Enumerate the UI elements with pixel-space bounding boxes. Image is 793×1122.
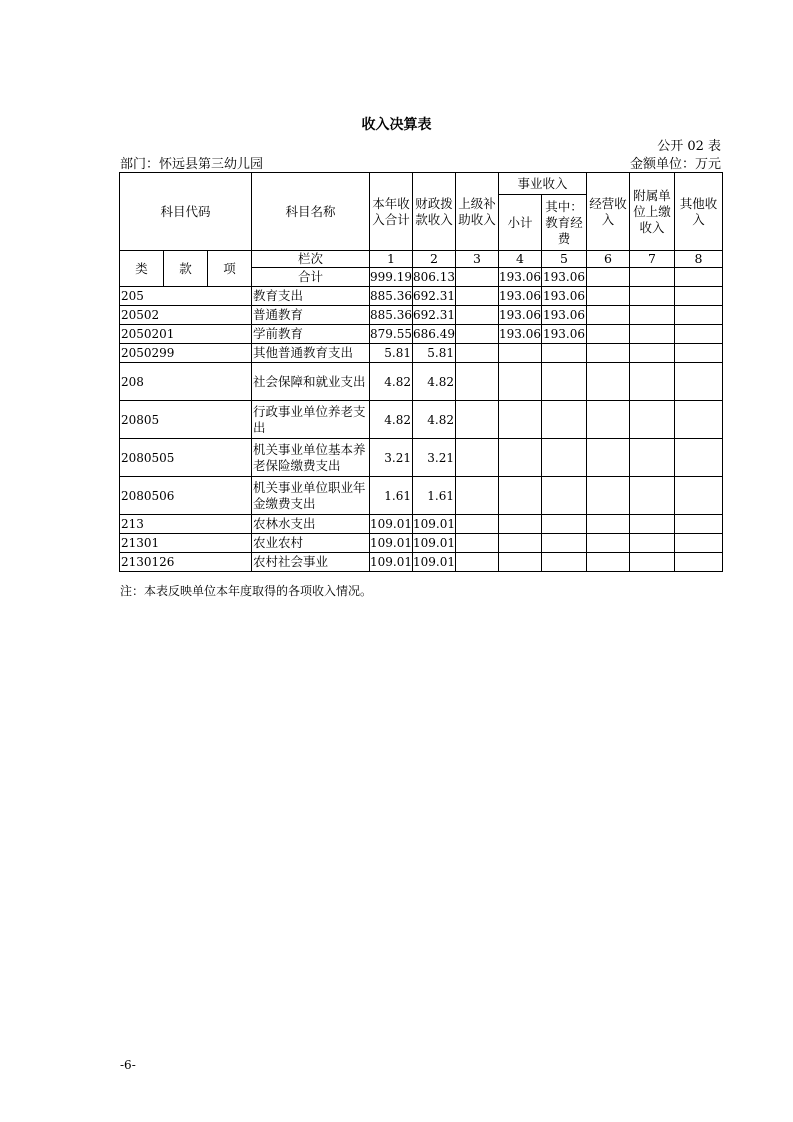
amount-cell: [542, 553, 587, 572]
amount-unit-label: 金额单位：万元: [629, 157, 721, 172]
amount-cell: [630, 534, 675, 553]
subject-code: 2050299: [120, 344, 252, 363]
table-row: [120, 439, 723, 477]
amount-cell: [542, 401, 587, 439]
col-number: 2: [413, 251, 456, 268]
subject-name: 其他普通教育支出: [252, 344, 370, 363]
amount-cell: [456, 287, 499, 306]
total-label: 合计: [252, 268, 370, 287]
header-subject-code: 科目代码: [120, 173, 252, 251]
amount-cell: [587, 344, 630, 363]
amount-cell: 879.55: [370, 325, 413, 344]
amount-cell: 686.49: [413, 325, 456, 344]
subject-code: 20502: [120, 306, 252, 325]
header-business-income: 事业收入: [499, 173, 587, 195]
amount-cell: [499, 477, 542, 515]
amount-cell: [630, 325, 675, 344]
amount-cell: 4.82: [370, 363, 413, 401]
amount-cell: 193.06: [499, 287, 542, 306]
amount-cell: [542, 363, 587, 401]
amount-cell: [587, 306, 630, 325]
table-row: [120, 515, 723, 534]
total-value: 193.06: [499, 268, 542, 287]
amount-cell: [456, 534, 499, 553]
subject-name: 农业农村: [252, 534, 370, 553]
amount-cell: [499, 344, 542, 363]
table-code: 公开 02 表: [657, 139, 721, 154]
subject-code: 208: [120, 363, 252, 401]
header-operating-income: 经营收入: [587, 173, 630, 251]
amount-cell: [542, 534, 587, 553]
header-affiliated-income: 附属单位上缴收入: [630, 173, 675, 251]
amount-cell: 193.06: [499, 325, 542, 344]
amount-cell: [456, 363, 499, 401]
col-number: 1: [370, 251, 413, 268]
amount-cell: [587, 534, 630, 553]
total-value: 193.06: [542, 268, 587, 287]
amount-cell: 109.01: [370, 515, 413, 534]
amount-cell: [675, 439, 723, 477]
subject-name: 学前教育: [252, 325, 370, 344]
amount-cell: [499, 534, 542, 553]
col-number: 8: [675, 251, 723, 268]
amount-cell: [587, 363, 630, 401]
subject-name: 普通教育: [252, 306, 370, 325]
header-fiscal-allocation: 财政拨款收入: [413, 173, 456, 251]
amount-cell: [587, 287, 630, 306]
amount-cell: [542, 344, 587, 363]
amount-cell: [456, 401, 499, 439]
amount-cell: [630, 306, 675, 325]
amount-cell: [675, 515, 723, 534]
table-row: [120, 344, 723, 363]
amount-cell: [499, 439, 542, 477]
subject-name: 农林水支出: [252, 515, 370, 534]
amount-cell: 193.06: [542, 287, 587, 306]
header-class: 类: [120, 251, 164, 287]
page-title: 收入决算表: [361, 117, 432, 133]
subject-name: 教育支出: [252, 287, 370, 306]
col-number: 7: [630, 251, 675, 268]
amount-cell: [630, 401, 675, 439]
amount-cell: 4.82: [413, 401, 456, 439]
col-number: 5: [542, 251, 587, 268]
header-education-fee: 其中：教育经费: [542, 195, 587, 251]
amount-cell: [675, 363, 723, 401]
amount-cell: [499, 553, 542, 572]
subject-code: 2080506: [120, 477, 252, 515]
header-column-no: 栏次: [252, 251, 370, 268]
amount-cell: [630, 363, 675, 401]
department-label: 部门：怀远县第三幼儿园: [120, 157, 264, 172]
header-superior-subsidy: 上级补助收入: [456, 173, 499, 251]
amount-cell: [499, 515, 542, 534]
amount-cell: 3.21: [413, 439, 456, 477]
amount-cell: [675, 401, 723, 439]
amount-cell: 1.61: [413, 477, 456, 515]
subject-code: 2050201: [120, 325, 252, 344]
amount-cell: [630, 477, 675, 515]
amount-cell: [587, 439, 630, 477]
amount-cell: [630, 553, 675, 572]
amount-cell: 5.81: [370, 344, 413, 363]
amount-cell: 109.01: [370, 553, 413, 572]
amount-cell: 109.01: [413, 553, 456, 572]
amount-cell: [456, 439, 499, 477]
amount-cell: [587, 515, 630, 534]
amount-cell: [630, 344, 675, 363]
col-number: 3: [456, 251, 499, 268]
amount-cell: [675, 325, 723, 344]
table-row: [120, 287, 723, 306]
amount-cell: [456, 306, 499, 325]
amount-cell: [456, 515, 499, 534]
table-row: [120, 325, 723, 344]
amount-cell: 193.06: [542, 306, 587, 325]
amount-cell: 109.01: [413, 515, 456, 534]
amount-cell: [456, 325, 499, 344]
amount-cell: 193.06: [499, 306, 542, 325]
amount-cell: [587, 477, 630, 515]
subject-code: 205: [120, 287, 252, 306]
amount-cell: [542, 477, 587, 515]
amount-cell: [675, 477, 723, 515]
amount-cell: 109.01: [413, 534, 456, 553]
amount-cell: [456, 344, 499, 363]
amount-cell: 4.82: [370, 401, 413, 439]
amount-cell: [587, 325, 630, 344]
header-subtotal: 小计: [499, 195, 542, 251]
amount-cell: [675, 534, 723, 553]
total-value: [675, 268, 723, 287]
table-row: [120, 534, 723, 553]
amount-cell: [675, 287, 723, 306]
total-value: 999.19: [370, 268, 413, 287]
amount-cell: [499, 363, 542, 401]
amount-cell: 3.21: [370, 439, 413, 477]
total-value: [630, 268, 675, 287]
table-row: [120, 363, 723, 401]
page-number: -6-: [120, 1058, 136, 1072]
amount-cell: [630, 439, 675, 477]
amount-cell: 692.31: [413, 287, 456, 306]
subject-name: 农村社会事业: [252, 553, 370, 572]
footnote: 注：本表反映单位本年度取得的各项收入情况。: [120, 584, 373, 598]
amount-cell: [456, 553, 499, 572]
amount-cell: 109.01: [370, 534, 413, 553]
income-table: [119, 172, 723, 572]
amount-cell: [630, 515, 675, 534]
subject-name: 机关事业单位职业年金缴费支出: [252, 477, 370, 515]
amount-cell: 193.06: [542, 325, 587, 344]
header-section: 款: [164, 251, 208, 287]
amount-cell: [587, 553, 630, 572]
amount-cell: 885.36: [370, 287, 413, 306]
subject-code: 21301: [120, 534, 252, 553]
total-value: [587, 268, 630, 287]
amount-cell: [675, 344, 723, 363]
amount-cell: [630, 287, 675, 306]
header-item: 项: [208, 251, 252, 287]
amount-cell: 4.82: [413, 363, 456, 401]
amount-cell: [499, 401, 542, 439]
header-other-income: 其他收入: [675, 173, 723, 251]
amount-cell: 5.81: [413, 344, 456, 363]
col-number: 6: [587, 251, 630, 268]
subject-code: 213: [120, 515, 252, 534]
header-subject-name: 科目名称: [252, 173, 370, 251]
amount-cell: 1.61: [370, 477, 413, 515]
subject-code: 2130126: [120, 553, 252, 572]
table-row: [120, 553, 723, 572]
subject-name: 社会保障和就业支出: [252, 363, 370, 401]
amount-cell: [542, 439, 587, 477]
subject-code: 2080505: [120, 439, 252, 477]
amount-cell: 885.36: [370, 306, 413, 325]
col-number: 4: [499, 251, 542, 268]
amount-cell: [587, 401, 630, 439]
amount-cell: [675, 553, 723, 572]
table-row: [120, 401, 723, 439]
total-value: 806.13: [413, 268, 456, 287]
amount-cell: [456, 477, 499, 515]
header-total-income: 本年收入合计: [370, 173, 413, 251]
amount-cell: 692.31: [413, 306, 456, 325]
table-row: [120, 477, 723, 515]
total-value: [456, 268, 499, 287]
subject-code: 20805: [120, 401, 252, 439]
subject-name: 行政事业单位养老支出: [252, 401, 370, 439]
subject-name: 机关事业单位基本养老保险缴费支出: [252, 439, 370, 477]
amount-cell: [542, 515, 587, 534]
amount-cell: [675, 306, 723, 325]
table-row: [120, 306, 723, 325]
